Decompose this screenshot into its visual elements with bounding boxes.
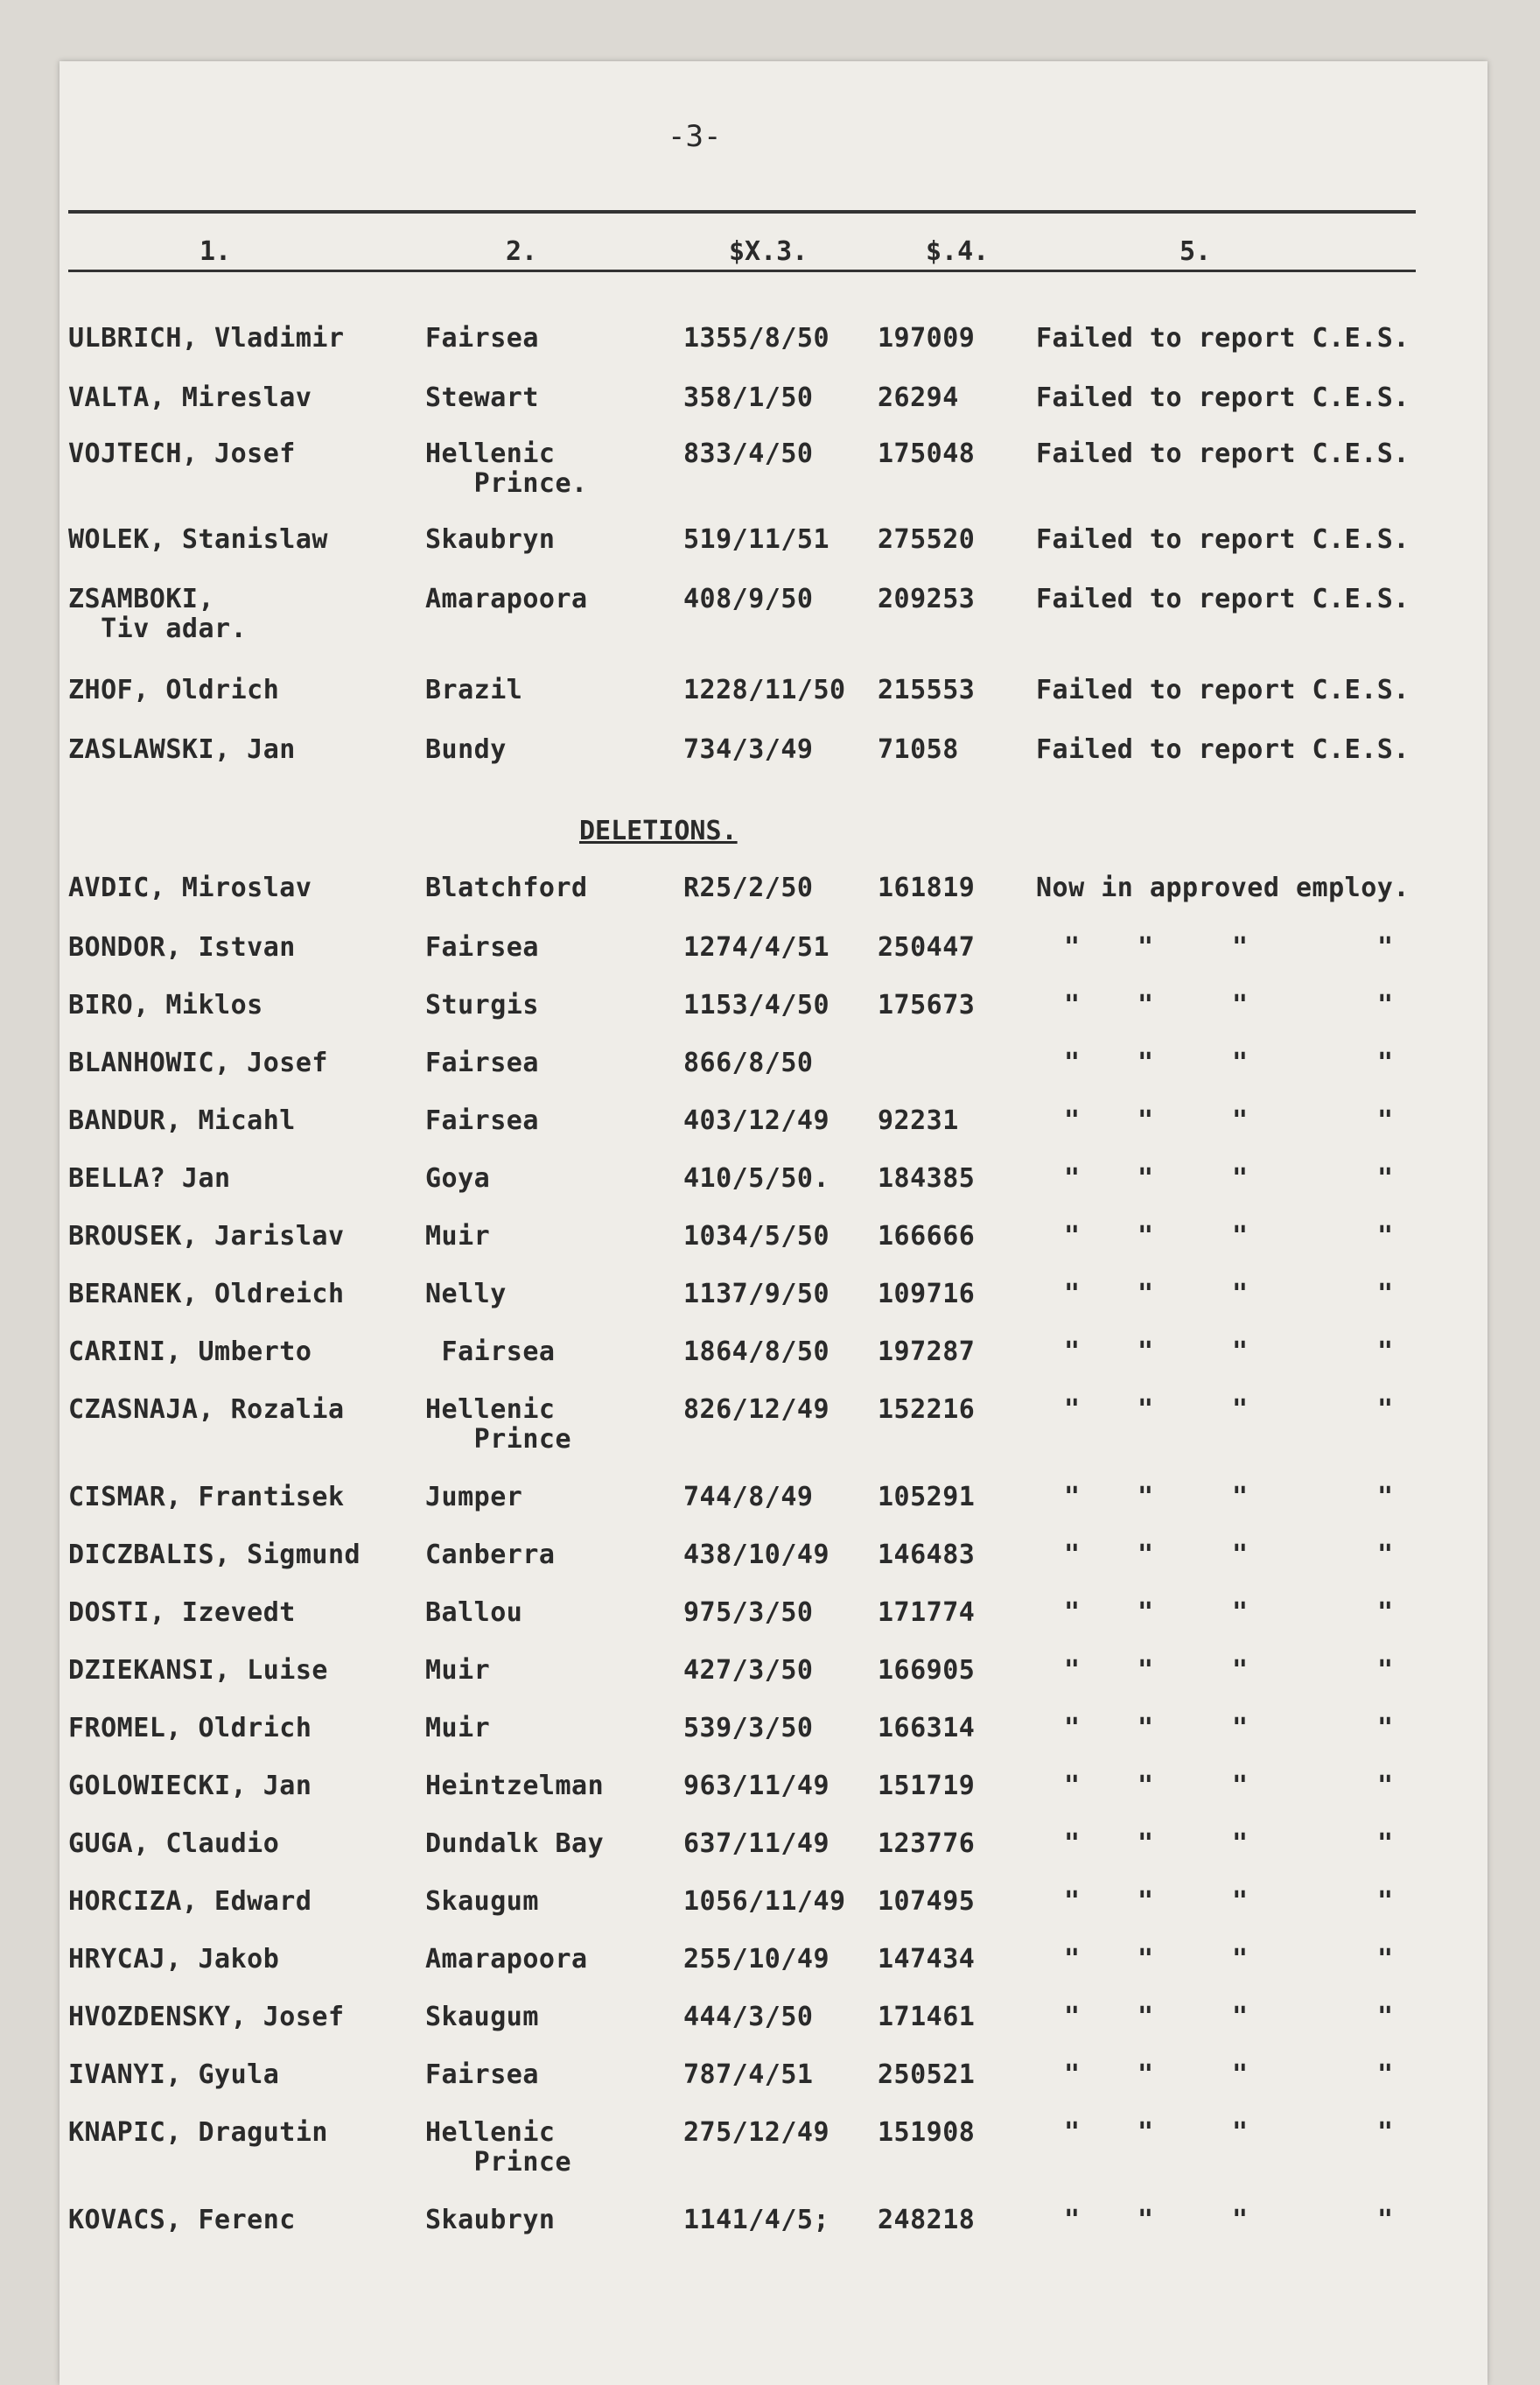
table-row <box>60 1829 1488 1882</box>
reference-number: 403/12/49 <box>683 1105 830 1136</box>
ditto-mark: " <box>1377 1336 1394 1367</box>
table-row <box>60 933 1488 986</box>
reference-number: 1355/8/50 <box>683 323 830 354</box>
person-name: KOVACS, Ferenc <box>68 2205 296 2235</box>
ditto-mark: " <box>1064 932 1081 963</box>
document-page <box>60 61 1488 2385</box>
ditto-mark: " <box>1138 2205 1154 2235</box>
remark: Failed to report C.E.S. <box>1036 438 1410 469</box>
ditto-mark: " <box>1377 2002 1394 2032</box>
ship-name: Hellenic Prince. <box>425 438 588 499</box>
reference-number: 1141/4/5; <box>683 2205 830 2235</box>
person-name: BERANEK, Oldreich <box>68 1279 345 1309</box>
reference-number: 255/10/49 <box>683 1944 830 1975</box>
remark: Failed to report C.E.S. <box>1036 675 1410 705</box>
ditto-mark: " <box>1138 990 1154 1021</box>
ditto-mark: " <box>1138 1771 1154 1801</box>
table-row <box>60 1540 1488 1593</box>
table-row <box>60 1945 1488 1997</box>
ditto-mark: " <box>1232 1713 1249 1743</box>
ditto-mark: " <box>1377 1221 1394 1252</box>
column-header-5: 5. <box>1180 236 1212 267</box>
registration-number: 166666 <box>878 1221 976 1252</box>
person-name: DOSTI, Izevedt <box>68 1597 296 1628</box>
ditto-mark: " <box>1377 1655 1394 1686</box>
reference-number: R25/2/50 <box>683 873 814 903</box>
person-name: GOLOWIECKI, Jan <box>68 1771 312 1801</box>
ditto-mark: " <box>1377 2117 1394 2148</box>
reference-number: 408/9/50 <box>683 584 814 614</box>
ship-name: Hellenic Prince <box>425 2117 572 2178</box>
ditto-mark: " <box>1064 1828 1081 1859</box>
table-row <box>60 1164 1488 1217</box>
remark: Failed to report C.E.S. <box>1036 584 1410 614</box>
deletions-section-title: DELETIONS. <box>579 816 738 846</box>
table-row <box>60 1394 1488 1455</box>
ditto-mark: " <box>1232 2205 1249 2235</box>
ditto-mark: " <box>1377 990 1394 1021</box>
table-row <box>60 1598 1488 1651</box>
registration-number: 250447 <box>878 932 976 963</box>
registration-number: 151719 <box>878 1771 976 1801</box>
person-name: DZIEKANSI, Luise <box>68 1655 328 1686</box>
reference-number: 1034/5/50 <box>683 1221 830 1252</box>
reference-number: 833/4/50 <box>683 438 814 469</box>
ditto-mark: " <box>1138 1163 1154 1194</box>
ship-name: Fairsea <box>425 1048 539 1078</box>
ship-name: Jumper <box>425 1482 523 1512</box>
person-name: HRYCAJ, Jakob <box>68 1944 280 1975</box>
ship-name: Bundy <box>425 734 507 765</box>
table-row <box>60 324 1488 376</box>
person-name: BELLA? Jan <box>68 1163 231 1194</box>
reference-number: 975/3/50 <box>683 1597 814 1628</box>
registration-number: 275520 <box>878 524 976 555</box>
ditto-mark: " <box>1232 1105 1249 1136</box>
registration-number: 152216 <box>878 1394 976 1425</box>
ditto-mark: " <box>1232 1655 1249 1686</box>
remark: Failed to report C.E.S. <box>1036 734 1410 765</box>
column-header-4: $.4. <box>926 236 990 267</box>
ditto-mark: " <box>1377 1886 1394 1917</box>
registration-number: 151908 <box>878 2117 976 2148</box>
registration-number: 248218 <box>878 2205 976 2235</box>
person-name: BROUSEK, Jarislav <box>68 1221 345 1252</box>
person-name: FROMEL, Oldrich <box>68 1713 312 1743</box>
ditto-mark: " <box>1377 1597 1394 1628</box>
ship-name: Skaugum <box>425 1886 539 1917</box>
ditto-mark: " <box>1064 1655 1081 1686</box>
table-row <box>60 1483 1488 1535</box>
registration-number: 107495 <box>878 1886 976 1917</box>
reference-number: 1274/4/51 <box>683 932 830 963</box>
registration-number: 109716 <box>878 1279 976 1309</box>
ditto-mark: " <box>1232 1163 1249 1194</box>
ditto-mark: " <box>1232 1771 1249 1801</box>
ditto-mark: " <box>1232 2002 1249 2032</box>
reference-number: 963/11/49 <box>683 1771 830 1801</box>
ditto-mark: " <box>1232 1394 1249 1425</box>
ditto-mark: " <box>1064 1771 1081 1801</box>
remark: Failed to report C.E.S. <box>1036 382 1410 413</box>
ship-name: Fairsea <box>425 932 539 963</box>
registration-number: 197287 <box>878 1336 976 1367</box>
ditto-mark: " <box>1138 1394 1154 1425</box>
ditto-mark: " <box>1232 2117 1249 2148</box>
table-row <box>60 1656 1488 1708</box>
person-name: CZASNAJA, Rozalia <box>68 1394 345 1425</box>
ditto-mark: " <box>1138 1221 1154 1252</box>
person-name: DICZBALIS, Sigmund <box>68 1540 361 1570</box>
person-name: CISMAR, Frantisek <box>68 1482 345 1512</box>
ship-name: Skaugum <box>425 2002 539 2032</box>
ditto-mark: " <box>1064 1886 1081 1917</box>
remark: Failed to report C.E.S. <box>1036 524 1410 555</box>
table-row <box>60 1771 1488 1824</box>
table-row <box>60 1222 1488 1274</box>
registration-number: 215553 <box>878 675 976 705</box>
reference-number: 787/4/51 <box>683 2059 814 2090</box>
ditto-mark: " <box>1377 1540 1394 1570</box>
ditto-mark: " <box>1377 2059 1394 2090</box>
ditto-mark: " <box>1064 1048 1081 1078</box>
table-row <box>60 991 1488 1043</box>
registration-number: 161819 <box>878 873 976 903</box>
header-rule-top <box>68 210 1416 214</box>
ditto-mark: " <box>1138 1279 1154 1309</box>
ditto-mark: " <box>1377 1279 1394 1309</box>
ditto-mark: " <box>1138 1655 1154 1686</box>
ditto-mark: " <box>1138 2117 1154 2148</box>
remark: Now in approved employ. <box>1036 873 1410 903</box>
person-name: CARINI, Umberto <box>68 1336 312 1367</box>
registration-number: 166905 <box>878 1655 976 1686</box>
reference-number: 1056/11/49 <box>683 1886 846 1917</box>
ditto-mark: " <box>1138 1105 1154 1136</box>
table-row <box>60 2003 1488 2055</box>
registration-number: 171461 <box>878 2002 976 2032</box>
ship-name: Muir <box>425 1655 491 1686</box>
ditto-mark: " <box>1064 1944 1081 1975</box>
ditto-mark: " <box>1377 2205 1394 2235</box>
ditto-mark: " <box>1138 932 1154 963</box>
ship-name: Skaubryn <box>425 524 556 555</box>
ship-name: Heintzelman <box>425 1771 605 1801</box>
person-name: BONDOR, Istvan <box>68 932 296 963</box>
registration-number: 92231 <box>878 1105 959 1136</box>
reference-number: 866/8/50 <box>683 1048 814 1078</box>
reference-number: 539/3/50 <box>683 1713 814 1743</box>
ditto-mark: " <box>1138 1713 1154 1743</box>
ditto-mark: " <box>1064 1482 1081 1512</box>
remark: Failed to report C.E.S. <box>1036 323 1410 354</box>
reference-number: 519/11/51 <box>683 524 830 555</box>
ditto-mark: " <box>1064 1597 1081 1628</box>
table-row <box>60 1280 1488 1332</box>
table-row <box>60 676 1488 728</box>
ditto-mark: " <box>1377 1713 1394 1743</box>
ship-name: Stewart <box>425 382 539 413</box>
ditto-mark: " <box>1064 1713 1081 1743</box>
table-row <box>60 1049 1488 1101</box>
reference-number: 438/10/49 <box>683 1540 830 1570</box>
person-name: AVDIC, Miroslav <box>68 873 312 903</box>
table-row <box>60 1337 1488 1390</box>
ship-name: Fairsea <box>425 2059 539 2090</box>
table-row <box>60 1887 1488 1940</box>
ditto-mark: " <box>1232 1597 1249 1628</box>
ditto-mark: " <box>1232 1279 1249 1309</box>
ditto-mark: " <box>1377 1105 1394 1136</box>
ditto-mark: " <box>1138 1540 1154 1570</box>
ditto-mark: " <box>1064 2059 1081 2090</box>
reference-number: 444/3/50 <box>683 2002 814 2032</box>
ditto-mark: " <box>1064 1336 1081 1367</box>
table-row <box>60 873 1488 926</box>
page-number: -3- <box>668 119 722 154</box>
ditto-mark: " <box>1064 2117 1081 2148</box>
ship-name: Amarapoora <box>425 584 588 614</box>
ditto-mark: " <box>1138 1048 1154 1078</box>
ship-name: Nelly <box>425 1279 507 1309</box>
reference-number: 734/3/49 <box>683 734 814 765</box>
person-name: WOLEK, Stanislaw <box>68 524 328 555</box>
ditto-mark: " <box>1138 1886 1154 1917</box>
ditto-mark: " <box>1232 1886 1249 1917</box>
ditto-mark: " <box>1064 1540 1081 1570</box>
ditto-mark: " <box>1138 1597 1154 1628</box>
ship-name: Fairsea <box>425 1336 556 1367</box>
reference-number: 358/1/50 <box>683 382 814 413</box>
ditto-mark: " <box>1064 1221 1081 1252</box>
ditto-mark: " <box>1232 1828 1249 1859</box>
person-name: HORCIZA, Edward <box>68 1886 312 1917</box>
reference-number: 410/5/50. <box>683 1163 830 1194</box>
registration-number: 146483 <box>878 1540 976 1570</box>
column-header-3: $X.3. <box>729 236 808 267</box>
ditto-mark: " <box>1064 1163 1081 1194</box>
table-row <box>60 2206 1488 2258</box>
person-name: GUGA, Claudio <box>68 1828 280 1859</box>
ditto-mark: " <box>1064 990 1081 1021</box>
ship-name: Muir <box>425 1221 491 1252</box>
registration-number: 147434 <box>878 1944 976 1975</box>
ship-name: Sturgis <box>425 990 539 1021</box>
ditto-mark: " <box>1377 1828 1394 1859</box>
ditto-mark: " <box>1232 1221 1249 1252</box>
ditto-mark: " <box>1232 2059 1249 2090</box>
registration-number: 184385 <box>878 1163 976 1194</box>
ship-name: Fairsea <box>425 323 539 354</box>
person-name: BANDUR, Micahl <box>68 1105 296 1136</box>
ship-name: Blatchford <box>425 873 588 903</box>
ship-name: Brazil <box>425 675 523 705</box>
registration-number: 209253 <box>878 584 976 614</box>
ditto-mark: " <box>1138 2002 1154 2032</box>
ditto-mark: " <box>1138 1944 1154 1975</box>
ditto-mark: " <box>1064 2205 1081 2235</box>
registration-number: 197009 <box>878 323 976 354</box>
registration-number: 166314 <box>878 1713 976 1743</box>
person-name: ZSAMBOKI, Tiv adar. <box>68 584 248 644</box>
ship-name: Amarapoora <box>425 1944 588 1975</box>
ditto-mark: " <box>1377 1163 1394 1194</box>
ditto-mark: " <box>1138 1336 1154 1367</box>
registration-number: 71058 <box>878 734 959 765</box>
reference-number: 427/3/50 <box>683 1655 814 1686</box>
registration-number: 175048 <box>878 438 976 469</box>
ditto-mark: " <box>1377 932 1394 963</box>
ship-name: Hellenic Prince <box>425 1394 572 1455</box>
person-name: ZHOF, Oldrich <box>68 675 280 705</box>
table-row <box>60 383 1488 436</box>
reference-number: 275/12/49 <box>683 2117 830 2148</box>
registration-number: 26294 <box>878 382 959 413</box>
header-rule-bottom <box>68 270 1416 272</box>
table-row <box>60 584 1488 644</box>
ship-name: Goya <box>425 1163 491 1194</box>
ditto-mark: " <box>1064 1105 1081 1136</box>
table-row <box>60 735 1488 788</box>
reference-number: 1228/11/50 <box>683 675 846 705</box>
ditto-mark: " <box>1232 1944 1249 1975</box>
ship-name: Skaubryn <box>425 2205 556 2235</box>
ditto-mark: " <box>1377 1048 1394 1078</box>
registration-number: 171774 <box>878 1597 976 1628</box>
table-row <box>60 2117 1488 2178</box>
reference-number: 744/8/49 <box>683 1482 814 1512</box>
person-name: BIRO, Miklos <box>68 990 263 1021</box>
table-row <box>60 525 1488 578</box>
column-header-2: 2. <box>506 236 538 267</box>
ship-name: Muir <box>425 1713 491 1743</box>
person-name: ZASLAWSKI, Jan <box>68 734 296 765</box>
ditto-mark: " <box>1138 1828 1154 1859</box>
person-name: VALTA, Mireslav <box>68 382 312 413</box>
person-name: VOJTECH, Josef <box>68 438 296 469</box>
person-name: ULBRICH, Vladimir <box>68 323 345 354</box>
ditto-mark: " <box>1232 990 1249 1021</box>
reference-number: 1137/9/50 <box>683 1279 830 1309</box>
ditto-mark: " <box>1377 1394 1394 1425</box>
reference-number: 1153/4/50 <box>683 990 830 1021</box>
table-row <box>60 1106 1488 1159</box>
ditto-mark: " <box>1377 1482 1394 1512</box>
ditto-mark: " <box>1232 1336 1249 1367</box>
person-name: IVANYI, Gyula <box>68 2059 280 2090</box>
ditto-mark: " <box>1232 1482 1249 1512</box>
table-row <box>60 1714 1488 1766</box>
ditto-mark: " <box>1138 1482 1154 1512</box>
ditto-mark: " <box>1232 932 1249 963</box>
registration-number: 123776 <box>878 1828 976 1859</box>
ditto-mark: " <box>1377 1944 1394 1975</box>
ditto-mark: " <box>1232 1540 1249 1570</box>
ditto-mark: " <box>1064 1394 1081 1425</box>
table-row <box>60 438 1488 499</box>
ship-name: Ballou <box>425 1597 523 1628</box>
ship-name: Canberra <box>425 1540 556 1570</box>
table-row <box>60 2060 1488 2113</box>
person-name: KNAPIC, Dragutin <box>68 2117 328 2148</box>
reference-number: 826/12/49 <box>683 1394 830 1425</box>
reference-number: 1864/8/50 <box>683 1336 830 1367</box>
person-name: HVOZDENSKY, Josef <box>68 2002 345 2032</box>
person-name: BLANHOWIC, Josef <box>68 1048 328 1078</box>
ditto-mark: " <box>1064 2002 1081 2032</box>
registration-number: 175673 <box>878 990 976 1021</box>
ship-name: Dundalk Bay <box>425 1828 605 1859</box>
ditto-mark: " <box>1064 1279 1081 1309</box>
registration-number: 105291 <box>878 1482 976 1512</box>
column-header-1: 1. <box>200 236 232 267</box>
reference-number: 637/11/49 <box>683 1828 830 1859</box>
ditto-mark: " <box>1232 1048 1249 1078</box>
registration-number: 250521 <box>878 2059 976 2090</box>
ditto-mark: " <box>1138 2059 1154 2090</box>
ditto-mark: " <box>1377 1771 1394 1801</box>
ship-name: Fairsea <box>425 1105 539 1136</box>
